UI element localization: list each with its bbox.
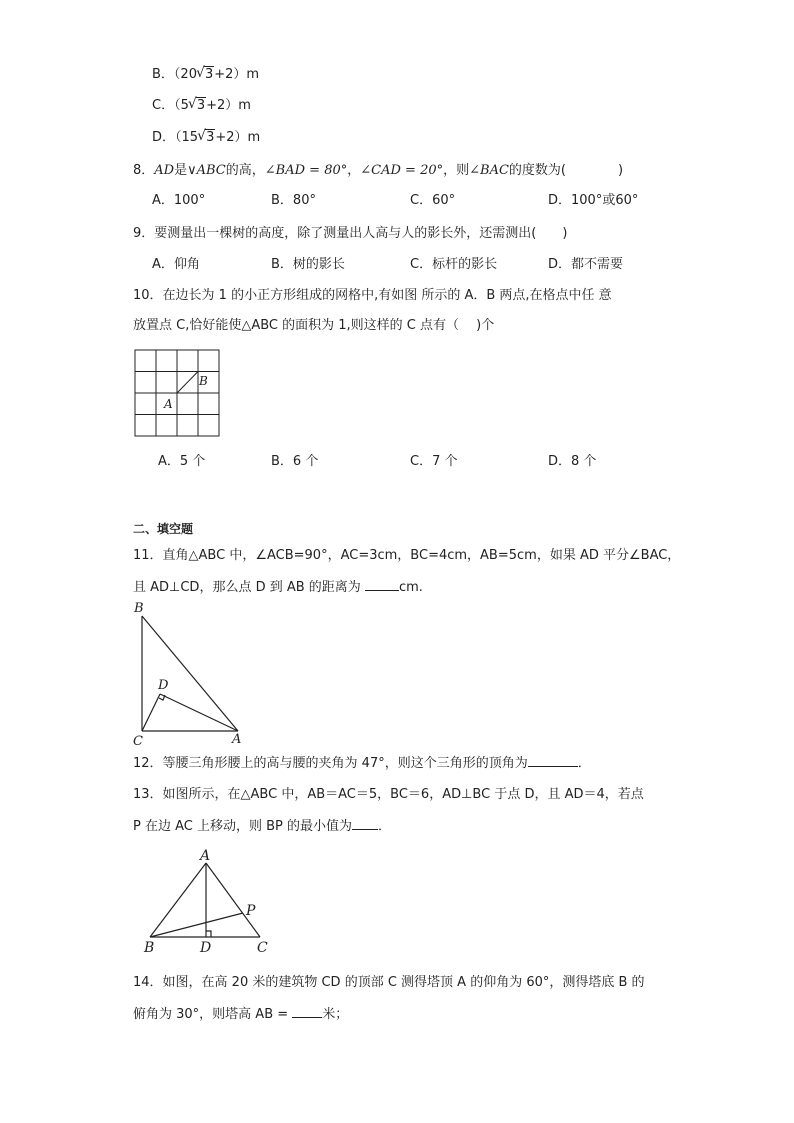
q7-option-d-label: D． [152, 130, 176, 145]
q7-option-d-radicand: 3 [206, 130, 215, 145]
q8-angle-bac: ∠BAC [469, 163, 509, 178]
q7-option-b-open: （20 [173, 67, 197, 82]
q13-triangle-figure [140, 845, 275, 960]
q7-option-c [152, 97, 251, 115]
q7-option-c-close: +2）m [206, 98, 251, 113]
q13-label-b: B [144, 940, 155, 956]
q7-option-c-sqrt: √ 3 [187, 96, 206, 113]
q8-text-2: 的高， [225, 163, 265, 178]
q13-label-p: P [246, 903, 256, 919]
q12-end: ． [577, 756, 591, 771]
q7-option-d [152, 129, 260, 147]
q11-label-d: D [158, 678, 169, 693]
q8-text-4: 的度数为( ) [508, 163, 624, 178]
q11-answer-blank [365, 578, 399, 591]
q10-stem-line-1: 10．在边长为 1 的小正方形组成的网格中,有如图 所示的 A．B 两点,在格点中任 意 [133, 288, 612, 303]
q11-stem-line-1: 11．直角△ABC 中，∠ACB=90°，AC=3cm，BC=4cm，AB=5cm，如果 AD 平分∠BAC， [133, 548, 681, 563]
q8-ad: AD [154, 163, 175, 178]
q7-option-d-sqrt: √ 3 [197, 128, 215, 145]
q13-label-d: D [200, 940, 212, 956]
q8-option-b: B．80° [271, 193, 316, 208]
q11-side-ab [142, 616, 238, 731]
q11-label-b: B [134, 601, 144, 616]
q7-option-b-close: +2）m [214, 67, 260, 82]
q11-segment-cd [142, 694, 160, 731]
q10-option-c: C．7 个 [410, 454, 458, 469]
q8-number: 8． [133, 163, 155, 178]
q11-triangle-figure [128, 598, 252, 748]
q13-right-angle-mark [206, 931, 211, 937]
q13-segment-bp [150, 913, 243, 937]
q11-segment-da [160, 694, 238, 731]
q14-stem-line-2 [133, 1005, 348, 1024]
q7-option-b-sqrt: √ 3 [195, 65, 214, 82]
q13-label-a: A [200, 848, 211, 864]
q13-side-ac [206, 863, 260, 937]
q7-option-c-radicand: 3 [196, 98, 206, 113]
q10-option-a: A．5 个 [158, 454, 206, 469]
q12-answer-blank [528, 754, 578, 767]
q8-angle-bad: ∠BAD = 80° [264, 163, 348, 178]
q13-answer-blank [352, 817, 378, 830]
q12-text: 12．等腰三角形腰上的高与腰的夹角为 47°，则这个三角形的顶角为 [133, 756, 528, 771]
q11-label-c: C [133, 734, 143, 748]
q14-answer-blank [292, 1005, 322, 1018]
q8-sep: ， [347, 163, 361, 178]
q9-stem: 9．要测量出一棵树的高度，除了测量出人高与人的影长外，还需测出( ) [133, 226, 568, 241]
q7-option-b-label: B． [152, 67, 174, 82]
q13-stem-line-2 [133, 817, 391, 836]
q7-option-d-close: +2）m [215, 130, 261, 145]
q7-option-c-label: C． [152, 98, 175, 113]
q8-option-d: D．100°或60° [548, 193, 639, 208]
q10-stem-line-2: 放置点 C,恰好能使△ABC 的面积为 1,则这样的 C 点有（ )个 [133, 318, 495, 333]
q10-grid-figure [132, 348, 222, 440]
q14-unit: 米； [322, 1007, 349, 1022]
q8-triangle: ∨ABC [187, 163, 226, 178]
q13-text: P 在边 AC 上移动，则 BP 的最小值为 [133, 819, 353, 834]
q10-option-d: D．8 个 [548, 454, 597, 469]
q7-option-b-radicand: 3 [204, 67, 214, 82]
q11-right-angle-mark [159, 695, 165, 700]
q7-option-d-open: （15 [175, 130, 199, 145]
q8-option-c: C．60° [410, 193, 456, 208]
q13-end: ． [378, 819, 392, 834]
q7-option-c-open: （5 [174, 98, 189, 113]
q14-stem-line-1: 14．如图，在高 20 米的建筑物 CD 的顶部 C 测得塔顶 A 的仰角为 60°，测得塔底 B 的 [133, 975, 645, 990]
q8-stem [133, 162, 623, 180]
q10-option-b: B．6 个 [271, 454, 319, 469]
q10-label-b: B [199, 374, 208, 388]
q13-side-ab [150, 863, 206, 937]
q13-label-c: C [257, 940, 268, 956]
q11-label-a: A [232, 732, 242, 747]
q7-option-b [152, 66, 259, 84]
q9-option-a: A．仰角 [152, 257, 200, 272]
q12-stem [133, 754, 591, 773]
q9-option-b: B．树的影长 [271, 257, 345, 272]
q8-text-3: ，则 [443, 163, 470, 178]
q8-text-1: 是 [174, 163, 188, 178]
q14-text: 俯角为 30°，则塔高 AB = [133, 1007, 293, 1022]
q8-option-a: A．100° [152, 193, 206, 208]
q13-stem-line-1: 13．如图所示，在△ABC 中，AB＝AC＝5，BC＝6，AD⊥BC 于点 D，且 AD＝4，若点 [133, 787, 644, 802]
q9-option-d: D．都不需要 [548, 257, 624, 272]
q8-angle-cad: ∠CAD = 20° [360, 163, 444, 178]
section-fill-in-title: 二、填空题 [133, 522, 194, 536]
q11-unit: cm. [398, 580, 423, 595]
q10-segment-ab [177, 372, 198, 394]
q11-stem-line-2 [133, 578, 423, 597]
q9-option-c: C．标杆的影长 [410, 257, 498, 272]
q11-text: 且 AD⊥CD，那么点 D 到 AB 的距离为 [133, 580, 365, 595]
q10-label-a: A [164, 397, 173, 411]
